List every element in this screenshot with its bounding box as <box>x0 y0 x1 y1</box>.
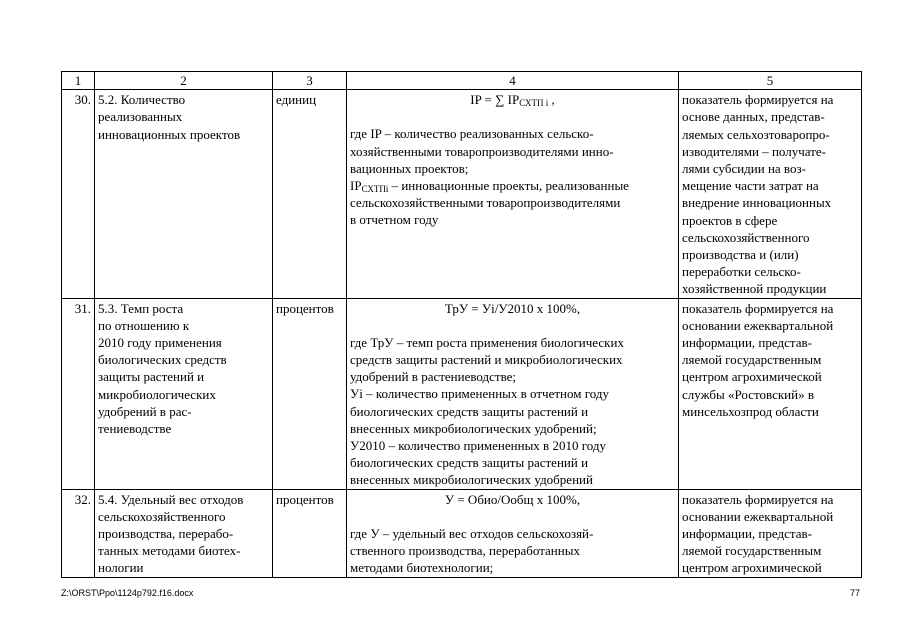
formula-main: IP = ∑ IP <box>470 92 520 108</box>
source-line: центром агрохимической <box>682 369 822 385</box>
source-line: лями субсидии на воз- <box>682 161 806 177</box>
term-subscript: СХТПi <box>361 184 389 195</box>
method-line: удобрений в растениеводстве; <box>350 369 517 385</box>
method-line: в отчетном году <box>350 212 439 228</box>
method-line: ственного производства, переработанных <box>350 543 580 559</box>
source-line: ляемых сельхозтоваропро- <box>682 126 830 142</box>
source-line: показатель формируется на <box>682 300 834 316</box>
source-line: изводителями – получате- <box>682 143 826 159</box>
method-line: где IP – количество реализованных сельско- <box>350 126 594 142</box>
unit-cell: процентов <box>273 489 347 577</box>
method-line: Уi – количество примененных в отчетном году <box>350 386 609 402</box>
indicator-name <box>95 90 273 298</box>
source-cell <box>679 90 862 298</box>
name-line: 2010 году применения <box>98 335 222 351</box>
source-line: минсельхозпрод области <box>682 403 819 419</box>
source-line: мещение части затрат на <box>682 178 819 194</box>
formula-tail: , <box>548 92 555 108</box>
header-cell: 4 <box>347 72 679 90</box>
source-line: переработки сельско- <box>682 264 801 280</box>
name-line: нологии <box>98 560 144 576</box>
header-cell: 3 <box>273 72 347 90</box>
method-line: биологических средств защиты растений и <box>350 403 589 419</box>
header-cell: 5 <box>679 72 862 90</box>
source-line: центром агрохимической <box>682 560 822 576</box>
source-line: основании ежеквартальной <box>682 508 834 524</box>
row-number: 32. <box>62 489 95 577</box>
name-line: 5.2. Количество <box>98 92 186 108</box>
indicator-name <box>95 298 273 489</box>
term-main: IP <box>350 178 362 194</box>
row-number: 31. <box>62 298 95 489</box>
source-line: информации, представ- <box>682 335 812 351</box>
method-line: где ТрУ – темп роста применения биологических <box>350 334 624 350</box>
name-line: тениеводстве <box>98 421 172 437</box>
formula: ТрУ = Уi/У2010 х 100%, <box>444 300 581 316</box>
header-cell: 1 <box>62 72 95 90</box>
name-line: защиты растений и <box>98 369 205 385</box>
footer-page-number: 77 <box>849 588 860 598</box>
table-row <box>62 298 862 489</box>
source-cell <box>679 298 862 489</box>
source-line: ляемой государственным <box>682 543 822 559</box>
header-row <box>62 72 862 90</box>
table-row <box>62 90 862 298</box>
footer-file-path: Z:\ORST\Ppo\1124p792.f16.docx <box>61 588 194 598</box>
method-line: хозяйственными товаропроизводителями инно- <box>350 143 614 159</box>
unit-cell: единиц <box>273 90 347 298</box>
source-line: службы «Ростовский» в <box>682 386 814 402</box>
name-line: удобрений в рас- <box>98 403 192 419</box>
method-line: внесенных микробиологических удобрений <box>350 472 593 488</box>
unit-cell: процентов <box>273 298 347 489</box>
formula: У = Обио/Ообщ х 100%, <box>444 491 581 507</box>
row-number: 30. <box>62 90 95 298</box>
method-line: внесенных микробиологических удобрений; <box>350 420 597 436</box>
name-line: микробиологических <box>98 386 216 402</box>
indicators-table <box>61 71 862 578</box>
method-cell <box>347 489 679 577</box>
name-line: по отношению к <box>98 317 190 333</box>
method-cell <box>347 298 679 489</box>
source-line: информации, представ- <box>682 526 812 542</box>
name-line: биологических средств <box>98 352 227 368</box>
source-line: показатель формируется на <box>682 491 834 507</box>
method-line: биологических средств защиты растений и <box>350 455 589 471</box>
table-row <box>62 489 862 577</box>
source-line: проектов в сфере <box>682 212 778 228</box>
name-line: реализованных <box>98 109 183 125</box>
name-line: производства, перерабо- <box>98 526 234 542</box>
method-line: У2010 – количество примененных в 2010 году <box>350 438 606 454</box>
name-line: танных методами биотех- <box>98 543 241 559</box>
term-text: – инновационные проекты, реализованные <box>388 178 629 194</box>
method-line: методами биотехнологии; <box>350 560 494 576</box>
formula-subscript: СХТП i <box>519 98 549 109</box>
source-line: хозяйственной продукции <box>682 281 827 297</box>
source-line: производства и (или) <box>682 247 799 263</box>
indicator-name <box>95 489 273 577</box>
source-line: ляемой государственным <box>682 352 822 368</box>
method-line: где У – удельный вес отходов сельскохозяй- <box>350 525 594 541</box>
source-line: основе данных, представ- <box>682 109 825 125</box>
source-line: внедрение инновационных <box>682 195 832 211</box>
source-line: основании ежеквартальной <box>682 317 834 333</box>
source-cell <box>679 489 862 577</box>
name-line: инновационных проектов <box>98 126 241 142</box>
name-line: сельскохозяйственного <box>98 508 226 524</box>
method-line: вационных проектов; <box>350 160 469 176</box>
source-line: сельскохозяйственного <box>682 229 810 245</box>
source-line: показатель формируется на <box>682 92 834 108</box>
header-cell: 2 <box>95 72 273 90</box>
method-line: средств защиты растений и микробиологических <box>350 352 623 368</box>
method-term-line <box>350 177 675 194</box>
name-line: 5.4. Удельный вес отходов <box>98 491 244 507</box>
method-line: сельскохозяйственными товаропроизводителями <box>350 195 621 211</box>
name-line: 5.3. Темп роста <box>98 300 184 316</box>
method-cell <box>347 90 679 298</box>
formula <box>350 91 675 108</box>
